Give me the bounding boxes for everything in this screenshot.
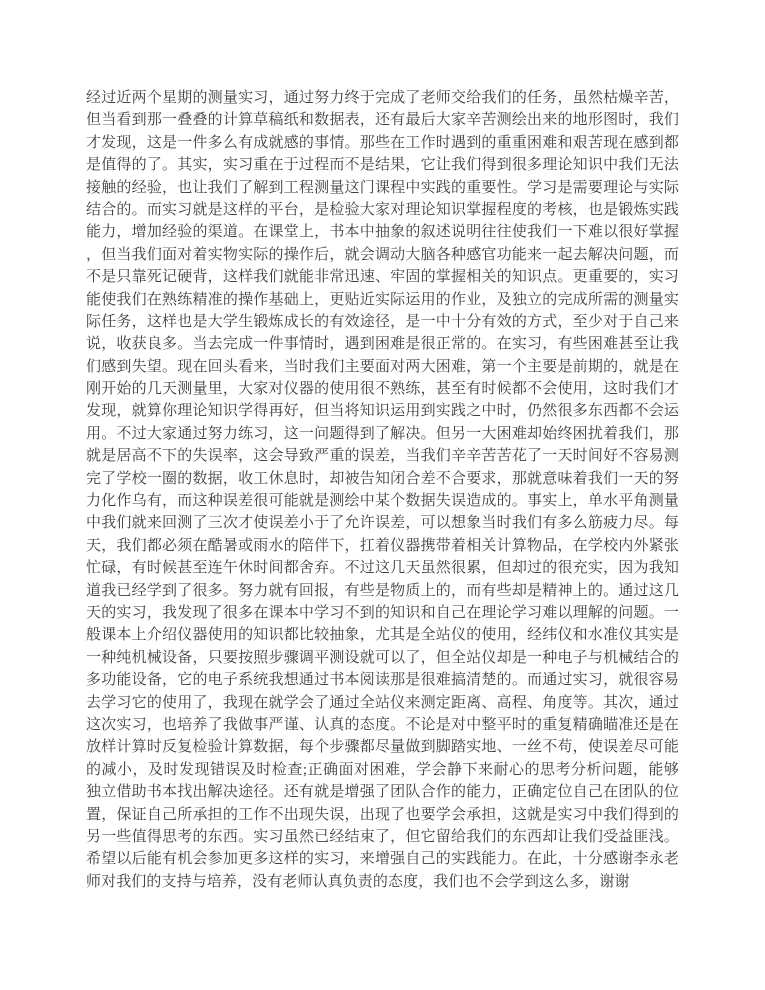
text-line: 结合的。而实习就是这样的平台，是检验大家对理论知识掌握程度的考核，也是锻炼实践 (86, 201, 679, 218)
text-line: 另一些值得思考的东西。实习虽然已经结束了，但它留给我们的东西却让我们受益匪浅。 (86, 828, 679, 845)
text-line: 际任务，这样也是大学生锻炼成长的有效途径，是一中十分有效的方式，至少对于自己来 (86, 313, 679, 330)
text-line: 忙碌，有时候甚至连午休时间都舍弃。不过这几天虽然很累，但却过的很充实，因为我知 (86, 560, 679, 577)
text-line: 但当看到那一叠叠的计算草稿纸和数据表，还有最后大家辛苦测绘出来的地形图时，我们 (86, 112, 679, 129)
text-line: 置，保证自己所承担的工作不出现失误，出现了也要学会承担，这就是实习中我们得到的 (86, 806, 679, 823)
text-line: 多功能设备，它的电子系统我想通过书本阅读那是很难搞清楚的。而通过实习，就很容易 (86, 672, 679, 689)
text-line: 们感到失望。现在回头看来，当时我们主要面对两大困难，第一个主要是前期的，就是在 (86, 358, 679, 375)
text-line: 能使我们在熟练精准的操作基础上，更贴近实际运用的作业，及独立的完成所需的测量实 (86, 291, 679, 308)
text-line: 能力，增加经验的渠道。在课堂上，书本中抽象的叙述说明往往使我们一下难以很好掌握 (86, 224, 679, 241)
text-line: 就是居高不下的失误率，这会导致严重的误差，当我们辛辛苦苦花了一天时间好不容易测 (86, 448, 679, 465)
text-line: 师对我们的支持与培养，没有老师认真负责的态度，我们也不会学到这么多，谢谢 (86, 873, 630, 890)
text-line: 道我已经学到了很多。努力就有回报，有些是物质上的，而有些却是精神上的。通过这几 (86, 582, 679, 599)
text-line: 发现，就算你理论知识学得再好，但当将知识运用到实践之中时，仍然很多东西都不会运 (86, 403, 679, 420)
text-line: 是值得的了。其实，实习重在于过程而不是结果，它让我们得到很多理论知识中我们无法 (86, 157, 679, 174)
text-line: 天，我们都必须在酷暑或雨水的陪伴下，扛着仪器携带着相关计算物品，在学校内外紧张 (86, 537, 679, 554)
text-line: 放样计算时反复检验计算数据，每个步骤都尽量做到脚踏实地、一丝不苟，使误差尽可能 (86, 739, 679, 756)
text-line: 用。不过大家通过努力练习，这一问题得到了解决。但另一大困难却始终困扰着我们，那 (86, 425, 679, 442)
text-line: 中我们就来回测了三次才使误差小于了允许误差，可以想象当时我们有多么筋疲力尽。每 (86, 515, 679, 532)
text-line: 不是只靠死记硬背，这样我们就能非常迅速、牢固的掌握相关的知识点。更重要的，实习 (86, 269, 679, 286)
text-line: 这次实习，也培养了我做事严谨、认真的态度。不论是对中整平时的重复精确瞄准还是在 (86, 716, 679, 733)
text-line: 说，收获良多。当去完成一件事情时，遇到困难是很正常的。在实习，有些困难甚至让我 (86, 336, 679, 353)
text-line: 经过近两个星期的测量实习，通过努力终于完成了老师交给我们的任务，虽然枯燥辛苦， (86, 90, 679, 106)
text-line: 去学习它的使用了，我现在就学会了通过全站仪来测定距离、高程、角度等。其次，通过 (86, 694, 679, 711)
text-line: ，但当我们面对着实物实际的操作后，就会调动大脑各种感官功能来一起去解决问题，而 (86, 246, 679, 263)
text-line: 的减小，及时发现错误及时检查;正确面对困难，学会静下来耐心的思考分析问题，能够 (86, 761, 679, 778)
essay-body (86, 87, 679, 893)
text-line: 希望以后能有机会参加更多这样的实习，来增强自己的实践能力。在此，十分感谢李永老 (86, 851, 679, 868)
text-line: 般课本上介绍仪器使用的知识都比较抽象，尤其是全站仪的使用，经纬仪和水准仪其实是 (86, 627, 679, 644)
text-line: 天的实习，我发现了很多在课本中学习不到的知识和自己在理论学习难以理解的问题。一 (86, 604, 679, 621)
text-line: 完了学校一圈的数据，收工休息时，却被告知闭合差不合要求，那就意味着我们一天的努 (86, 470, 679, 487)
text-line: 刚开始的几天测量里，大家对仪器的使用很不熟练，甚至有时候都不会使用，这时我们才 (86, 381, 679, 398)
text-line: 独立借助书本找出解决途径。还有就是增强了团队合作的能力，正确定位自己在团队的位 (86, 784, 679, 801)
text-line: 力化作乌有，而这种误差很可能就是测绘中某个数据失误造成的。事实上，单水平角测量 (86, 493, 679, 510)
text-line: 才发现，这是一件多么有成就感的事情。那些在工作时遇到的重重困难和艰苦现在感到都 (86, 134, 679, 151)
text-line: 一种纯机械设备，只要按照步骤调平测设就可以了，但全站仪却是一种电子与机械结合的 (86, 649, 679, 666)
text-line: 接触的经验，也让我们了解到工程测量这门课程中实践的重要性。学习是需要理论与实际 (86, 179, 679, 196)
